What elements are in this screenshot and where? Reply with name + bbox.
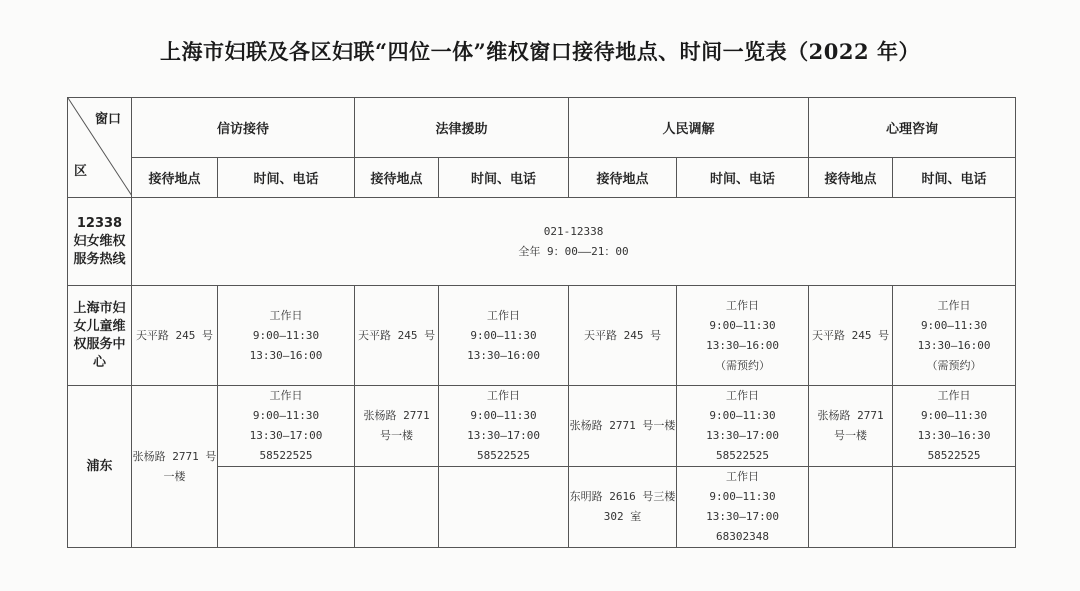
time-line: 工作日	[726, 298, 760, 312]
time-line: 13:30—17:00	[706, 510, 779, 523]
center-psych-place: 天平路 245 号	[809, 286, 893, 386]
time-line: 13:30—16:00	[917, 338, 991, 352]
time-line: 13:30—17:00	[249, 429, 323, 442]
empty-cell	[439, 467, 569, 548]
time-line: 9:00—11:30	[920, 409, 988, 422]
pudong-mediation-time	[677, 386, 809, 467]
time-line: （需预约）	[926, 358, 982, 372]
time-line: 9:00—11:30	[920, 318, 988, 332]
empty-cell	[218, 467, 355, 548]
time-line: 9:00—11:30	[252, 328, 320, 342]
time-line: 9:00—11:30	[709, 409, 776, 422]
category-legal-aid: 法律援助	[355, 98, 569, 158]
time-line: 9:00—11:30	[252, 409, 320, 422]
pudong-psych-time	[893, 386, 1016, 467]
time-line: 13:30—16:30	[917, 429, 991, 442]
pudong-petition-place: 张杨路 2771 号一楼	[132, 386, 218, 548]
category-mediation: 人民调解	[569, 98, 809, 158]
sub-header-place: 接待地点	[355, 158, 439, 198]
time-line: 工作日	[487, 308, 521, 322]
pudong-mediation-place: 张杨路 2771 号一楼	[569, 386, 677, 467]
page-title: 上海市妇联及各区妇联“四位一体”维权窗口接待地点、时间一览表（2022 年）	[160, 39, 920, 64]
hotline-number: 021-12338	[543, 224, 604, 238]
pudong-petition-time	[218, 386, 355, 467]
row-label-hotline: 12338 妇女维权服务热线	[68, 198, 132, 286]
center-petition-time	[218, 286, 355, 386]
pudong-mediation2-place: 东明路 2616 号三楼 302 室	[569, 467, 677, 548]
center-legal-place: 天平路 245 号	[355, 286, 439, 386]
center-petition-place: 天平路 245 号	[132, 286, 218, 386]
corner-header	[68, 98, 132, 198]
empty-cell	[355, 467, 439, 548]
empty-cell	[809, 467, 893, 548]
time-line: 工作日	[937, 298, 971, 312]
time-line: 13:30—16:00	[467, 348, 540, 362]
pudong-psych-place: 张杨路 2771 号一楼	[809, 386, 893, 467]
hotline-hours: 全年 9：00——21：00	[518, 244, 629, 258]
time-line: 工作日	[487, 389, 521, 402]
pudong-legal-place: 张杨路 2771 号一楼	[355, 386, 439, 467]
time-line: 58522525	[927, 449, 981, 462]
sub-header-time: 时间、电话	[218, 158, 355, 198]
time-line: 9:00—11:30	[470, 409, 537, 422]
time-line: 68302348	[716, 530, 770, 543]
time-line: 58522525	[716, 449, 770, 462]
pudong-legal-time	[439, 386, 569, 467]
time-line: 工作日	[726, 470, 760, 483]
time-line: 工作日	[269, 389, 303, 402]
sub-header-place: 接待地点	[569, 158, 677, 198]
sub-header-time: 时间、电话	[893, 158, 1016, 198]
row-label-center: 上海市妇女儿童维权服务中心	[68, 286, 132, 386]
time-line: 工作日	[726, 389, 760, 402]
time-line: 58522525	[259, 449, 313, 462]
center-mediation-place: 天平路 245 号	[569, 286, 677, 386]
empty-cell	[893, 467, 1016, 548]
schedule-table	[67, 97, 1016, 548]
pudong-mediation2-time	[677, 467, 809, 548]
sub-header-time: 时间、电话	[439, 158, 569, 198]
time-line: 13:30—17:00	[706, 429, 779, 442]
corner-district-label: 区	[74, 164, 88, 179]
category-petition: 信访接待	[132, 98, 355, 158]
sub-header-place: 接待地点	[809, 158, 893, 198]
center-mediation-time	[677, 286, 809, 386]
corner-window-label: 窗口	[94, 112, 121, 127]
time-line: 工作日	[937, 389, 971, 402]
time-line: 13:30—16:00	[706, 338, 779, 352]
time-line: 58522525	[477, 449, 531, 462]
sub-header-time: 时间、电话	[677, 158, 809, 198]
time-line: 13:30—17:00	[467, 429, 540, 442]
center-psych-time	[893, 286, 1016, 386]
time-line: 9:00—11:30	[470, 328, 537, 342]
time-line: 9:00—11:30	[709, 490, 776, 503]
time-line: （需预约）	[715, 358, 771, 372]
center-legal-time	[439, 286, 569, 386]
hotline-info	[132, 198, 1016, 286]
time-line: 工作日	[269, 308, 303, 322]
row-label-pudong: 浦东	[68, 386, 132, 548]
time-line: 9:00—11:30	[709, 318, 776, 332]
category-psych: 心理咨询	[809, 98, 1016, 158]
time-line: 13:30—16:00	[249, 348, 323, 362]
sub-header-place: 接待地点	[132, 158, 218, 198]
